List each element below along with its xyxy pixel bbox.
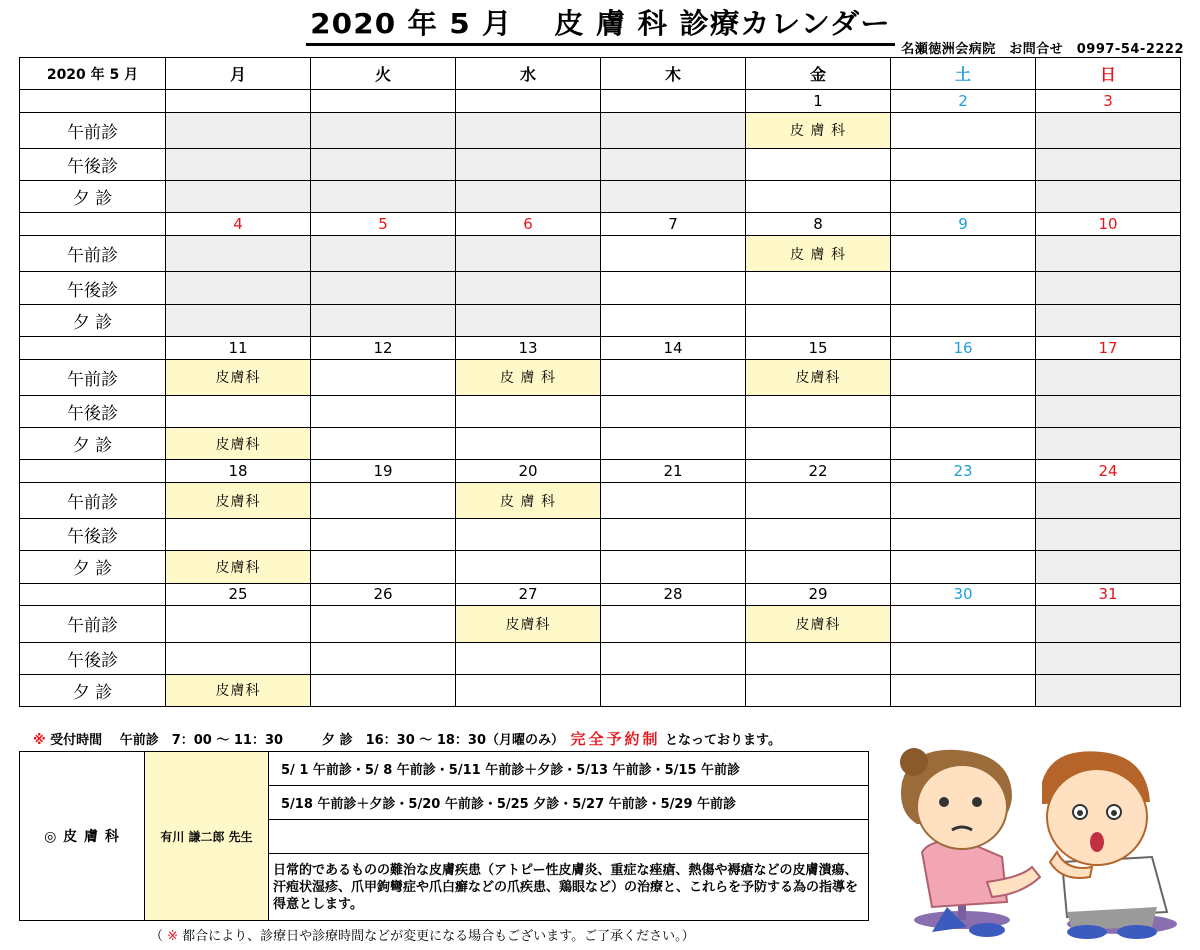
session-row-ev xyxy=(20,551,1181,583)
reception-hours-notice xyxy=(33,728,781,749)
session-cell xyxy=(456,272,601,304)
session-cell xyxy=(891,674,1036,706)
notice-text: 受付時間 午前診 7：00 ～ 11：30 夕 診 16：30 ～ 18：30（月曜のみ） xyxy=(45,733,571,748)
date-cell: 9 xyxy=(891,213,1036,236)
date-cell xyxy=(601,90,746,113)
session-cell xyxy=(891,149,1036,181)
date-cell: 31 xyxy=(1036,583,1181,606)
session-row-pm xyxy=(20,395,1181,427)
session-cell xyxy=(1036,272,1181,304)
session-cell xyxy=(311,674,456,706)
session-label: 夕 診 xyxy=(20,674,166,706)
session-cell xyxy=(601,181,746,213)
session-cell xyxy=(601,674,746,706)
session-cell xyxy=(166,519,311,551)
session-cell xyxy=(456,642,601,674)
date-cell: 15 xyxy=(746,336,891,359)
session-cell xyxy=(1036,606,1181,642)
woman-figure xyxy=(900,748,1040,937)
page-title: 2020 年 5 月 皮 膚 科 診療カレンダー xyxy=(0,2,1200,46)
session-cell xyxy=(601,482,746,518)
session-cell xyxy=(166,642,311,674)
patients-illustration xyxy=(892,742,1192,942)
session-row-pm xyxy=(20,519,1181,551)
day-header-wed: 水 xyxy=(456,58,601,90)
date-cell: 19 xyxy=(311,460,456,483)
session-cell xyxy=(746,551,891,583)
session-row-am xyxy=(20,236,1181,272)
session-cell xyxy=(601,112,746,148)
session-cell xyxy=(891,112,1036,148)
schedule-line xyxy=(269,820,869,854)
session-label: 午前診 xyxy=(20,482,166,518)
date-cell: 26 xyxy=(311,583,456,606)
department-name: ◎ 皮 膚 科 xyxy=(20,752,145,921)
session-cell xyxy=(601,395,746,427)
session-cell xyxy=(456,181,601,213)
session-label: 午後診 xyxy=(20,149,166,181)
session-label: 午前診 xyxy=(20,606,166,642)
session-cell xyxy=(456,112,601,148)
session-cell xyxy=(891,181,1036,213)
schedule-line: 5/18 午前診＋夕診・5/20 午前診・5/25 夕診・5/27 午前診・5/29 午前診 xyxy=(269,786,869,820)
date-cell: 2 xyxy=(891,90,1036,113)
session-cell: 皮膚科 xyxy=(166,359,311,395)
session-cell xyxy=(891,427,1036,459)
date-cell: 29 xyxy=(746,583,891,606)
session-cell xyxy=(456,519,601,551)
session-cell xyxy=(601,272,746,304)
session-cell xyxy=(601,642,746,674)
doctor-name: 有川 謙二郎 先生 xyxy=(145,752,269,921)
day-header-mon: 月 xyxy=(166,58,311,90)
session-cell xyxy=(746,181,891,213)
date-cell: 30 xyxy=(891,583,1036,606)
session-label: 午後診 xyxy=(20,519,166,551)
session-label: 午前診 xyxy=(20,236,166,272)
date-cell: 6 xyxy=(456,213,601,236)
session-cell xyxy=(1036,427,1181,459)
session-cell xyxy=(891,482,1036,518)
date-cell xyxy=(166,90,311,113)
date-cell: 13 xyxy=(456,336,601,359)
session-cell xyxy=(311,395,456,427)
session-cell xyxy=(1036,149,1181,181)
date-cell: 22 xyxy=(746,460,891,483)
session-cell xyxy=(456,149,601,181)
session-label: 午後診 xyxy=(20,272,166,304)
date-cell: 21 xyxy=(601,460,746,483)
session-cell: 皮膚科 xyxy=(746,606,891,642)
day-header-sat: 土 xyxy=(891,58,1036,90)
date-cell: 20 xyxy=(456,460,601,483)
session-cell: 皮 膚 科 xyxy=(456,359,601,395)
session-label: 午後診 xyxy=(20,642,166,674)
session-cell xyxy=(311,642,456,674)
notice-suffix: となっております。 xyxy=(660,733,782,748)
session-cell xyxy=(311,519,456,551)
date-cell: 24 xyxy=(1036,460,1181,483)
session-cell xyxy=(1036,519,1181,551)
session-cell: 皮膚科 xyxy=(166,551,311,583)
session-cell xyxy=(1036,674,1181,706)
session-cell xyxy=(746,642,891,674)
date-cell: 8 xyxy=(746,213,891,236)
session-cell xyxy=(311,149,456,181)
date-cell: 7 xyxy=(601,213,746,236)
session-cell: 皮 膚 科 xyxy=(456,482,601,518)
session-cell xyxy=(891,519,1036,551)
day-header-thu: 木 xyxy=(601,58,746,90)
session-label: 夕 診 xyxy=(20,427,166,459)
session-cell xyxy=(311,112,456,148)
session-row-ev xyxy=(20,181,1181,213)
session-cell xyxy=(891,236,1036,272)
session-cell xyxy=(166,149,311,181)
session-cell: 皮膚科 xyxy=(166,674,311,706)
session-cell xyxy=(1036,236,1181,272)
session-cell xyxy=(456,551,601,583)
session-row-am xyxy=(20,606,1181,642)
session-cell xyxy=(1036,181,1181,213)
day-header-fri: 金 xyxy=(746,58,891,90)
session-label: 午前診 xyxy=(20,359,166,395)
session-row-am xyxy=(20,112,1181,148)
month-label: 2020 年 5 月 xyxy=(20,58,166,90)
session-cell: 皮 膚 科 xyxy=(746,112,891,148)
date-cell: 10 xyxy=(1036,213,1181,236)
session-cell xyxy=(1036,359,1181,395)
session-row-am xyxy=(20,359,1181,395)
session-cell xyxy=(601,519,746,551)
session-cell xyxy=(601,149,746,181)
notice-mark: ※ xyxy=(33,733,46,748)
date-cell: 18 xyxy=(166,460,311,483)
session-cell xyxy=(456,427,601,459)
session-cell xyxy=(166,606,311,642)
week-date-row xyxy=(20,336,1181,359)
session-label: 夕 診 xyxy=(20,304,166,336)
date-cell: 3 xyxy=(1036,90,1181,113)
session-cell xyxy=(746,272,891,304)
date-cell: 4 xyxy=(166,213,311,236)
session-cell xyxy=(456,674,601,706)
session-cell xyxy=(891,551,1036,583)
session-cell xyxy=(746,519,891,551)
week-label-blank xyxy=(20,90,166,113)
session-cell xyxy=(456,395,601,427)
session-cell xyxy=(746,482,891,518)
session-cell xyxy=(166,236,311,272)
session-cell xyxy=(1036,482,1181,518)
session-cell xyxy=(456,304,601,336)
week-label-blank xyxy=(20,336,166,359)
date-cell: 11 xyxy=(166,336,311,359)
date-cell xyxy=(311,90,456,113)
session-row-pm xyxy=(20,272,1181,304)
session-cell xyxy=(166,395,311,427)
session-cell xyxy=(601,304,746,336)
date-cell: 23 xyxy=(891,460,1036,483)
week-date-row xyxy=(20,90,1181,113)
specialty-description: 日常的であるものの難治な皮膚疾患（アトピー性皮膚炎、重症な痤瘡、熱傷や褥瘡などの皮膚潰瘍、汗疱状湿疹、爪甲鉤彎症や爪白癬などの爪疾患、鶏眼など）の治療と、これらを予防する為の指導を得意とします。 xyxy=(269,854,869,921)
date-cell: 28 xyxy=(601,583,746,606)
session-row-pm xyxy=(20,642,1181,674)
session-row-pm xyxy=(20,149,1181,181)
session-cell xyxy=(601,236,746,272)
day-header-tue: 火 xyxy=(311,58,456,90)
session-cell xyxy=(166,112,311,148)
man-figure xyxy=(1042,751,1167,939)
reservation-label: 完全予約制 xyxy=(570,730,661,748)
department-info-table xyxy=(19,751,869,921)
schedule-line: 5/ 1 午前診・5/ 8 午前診・5/11 午前診＋夕診・5/13 午前診・5/15 午前診 xyxy=(269,752,869,786)
session-cell xyxy=(891,642,1036,674)
session-cell xyxy=(166,272,311,304)
session-row-ev xyxy=(20,304,1181,336)
session-cell xyxy=(601,606,746,642)
date-cell: 27 xyxy=(456,583,601,606)
session-label: 午前診 xyxy=(20,112,166,148)
hospital-contact: 名瀬徳洲会病院 お問合せ 0997-54-2222 xyxy=(901,42,1184,57)
calendar-header-row xyxy=(20,58,1181,90)
session-cell xyxy=(746,149,891,181)
footer-note: （ ※ 都合により、診療日や診療時間などが変更になる場合もございます。ご了承ください。） xyxy=(150,929,695,944)
session-cell xyxy=(891,606,1036,642)
session-cell xyxy=(601,359,746,395)
session-row-am xyxy=(20,482,1181,518)
week-date-row xyxy=(20,583,1181,606)
session-label: 午後診 xyxy=(20,395,166,427)
session-cell xyxy=(746,395,891,427)
session-cell xyxy=(311,427,456,459)
session-cell: 皮膚科 xyxy=(166,482,311,518)
session-cell xyxy=(1036,642,1181,674)
session-row-ev xyxy=(20,427,1181,459)
session-cell xyxy=(166,181,311,213)
day-header-sun: 日 xyxy=(1036,58,1181,90)
session-cell: 皮膚科 xyxy=(166,427,311,459)
date-cell: 16 xyxy=(891,336,1036,359)
session-cell xyxy=(311,236,456,272)
date-cell: 17 xyxy=(1036,336,1181,359)
session-label: 夕 診 xyxy=(20,181,166,213)
session-cell xyxy=(891,395,1036,427)
session-cell xyxy=(311,304,456,336)
clinic-calendar xyxy=(19,57,1181,707)
session-cell xyxy=(1036,112,1181,148)
session-cell xyxy=(746,304,891,336)
session-cell: 皮 膚 科 xyxy=(746,236,891,272)
date-cell: 1 xyxy=(746,90,891,113)
date-cell: 12 xyxy=(311,336,456,359)
session-cell xyxy=(311,606,456,642)
session-cell xyxy=(311,359,456,395)
week-label-blank xyxy=(20,460,166,483)
week-date-row xyxy=(20,213,1181,236)
session-cell xyxy=(601,551,746,583)
date-cell xyxy=(456,90,601,113)
date-cell: 5 xyxy=(311,213,456,236)
session-cell xyxy=(311,181,456,213)
week-label-blank xyxy=(20,213,166,236)
session-cell xyxy=(166,304,311,336)
session-label: 夕 診 xyxy=(20,551,166,583)
session-cell xyxy=(311,551,456,583)
session-cell: 皮膚科 xyxy=(746,359,891,395)
session-cell xyxy=(456,236,601,272)
session-cell xyxy=(891,304,1036,336)
week-label-blank xyxy=(20,583,166,606)
session-cell xyxy=(746,427,891,459)
session-cell xyxy=(891,359,1036,395)
session-cell xyxy=(746,674,891,706)
week-date-row xyxy=(20,460,1181,483)
session-cell xyxy=(1036,395,1181,427)
session-cell xyxy=(1036,551,1181,583)
date-cell: 25 xyxy=(166,583,311,606)
session-cell xyxy=(311,482,456,518)
date-cell: 14 xyxy=(601,336,746,359)
session-cell: 皮膚科 xyxy=(456,606,601,642)
session-cell xyxy=(601,427,746,459)
session-cell xyxy=(1036,304,1181,336)
session-row-ev xyxy=(20,674,1181,706)
session-cell xyxy=(311,272,456,304)
session-cell xyxy=(891,272,1036,304)
